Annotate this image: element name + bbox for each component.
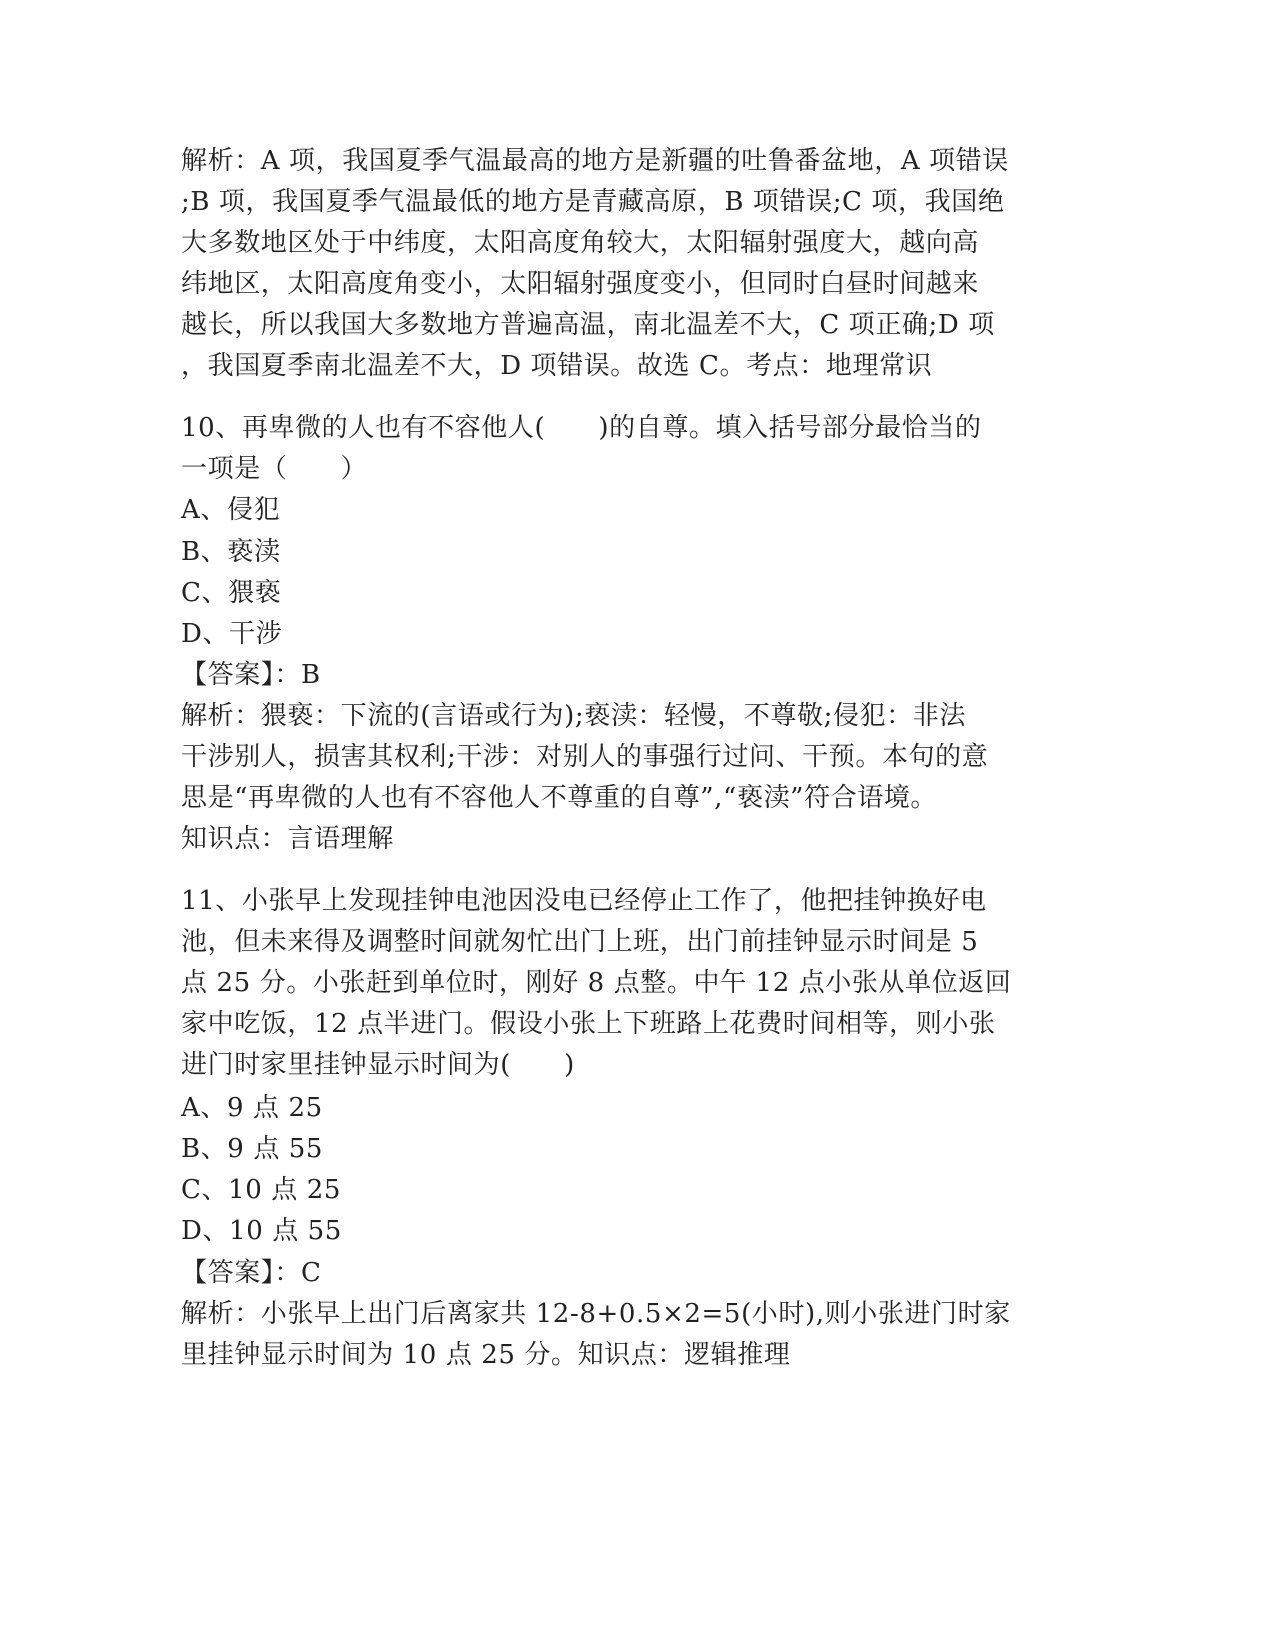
question-text: 一项是（ ） bbox=[181, 454, 368, 484]
option-c: C、猥亵 bbox=[181, 578, 282, 608]
analysis-text: 干涉别人，损害其权利;干涉：对别人的事强行过问、干预。本句的意 bbox=[181, 742, 989, 772]
option-b: B、亵渎 bbox=[181, 537, 281, 567]
option-a: A、9 点 25 bbox=[181, 1093, 323, 1123]
text-line: 越长，所以我国大多数地方普遍高温，南北温差不大，C 项正确;D 项 bbox=[181, 310, 995, 340]
question-text: 点 25 分。小张赶到单位时，刚好 8 点整。中午 12 点小张从单位返回 bbox=[181, 968, 1012, 998]
text-line: ，我国夏季南北温差不大，D 项错误。故选 C。考点：地理常识 bbox=[181, 351, 933, 381]
text-line: 解析：A 项，我国夏季气温最高的地方是新疆的吐鲁番盆地，A 项错误 bbox=[181, 146, 1009, 176]
answer-line: 【答案】：B bbox=[181, 660, 321, 690]
analysis-text: 里挂钟显示时间为 10 点 25 分。知识点：逻辑推理 bbox=[181, 1340, 791, 1370]
text-line: 大多数地区处于中纬度，太阳高度角较大，太阳辐射强度大，越向高 bbox=[181, 228, 980, 258]
text-line: ;B 项，我国夏季气温最低的地方是青藏高原，B 项错误;C 项，我国绝 bbox=[181, 187, 1005, 217]
option-c: C、10 点 25 bbox=[181, 1175, 341, 1205]
analysis-text: 解析：小张早上出门后离家共 12-8+0.5×2=5(小时),则小张进门时家 bbox=[181, 1299, 1011, 1329]
question-text: 池，但未来得及调整时间就匆忙出门上班，出门前挂钟显示时间是 5 bbox=[181, 927, 979, 957]
option-a: A、侵犯 bbox=[181, 495, 281, 525]
analysis-text: 思是“再卑微的人也有不容他人不尊重的自尊”,“亵渎”符合语境。 bbox=[181, 783, 938, 813]
analysis-text: 解析：猥亵：下流的(言语或行为);亵渎：轻慢，不尊敬;侵犯：非法 bbox=[181, 701, 967, 731]
text-line: 纬地区，太阳高度角变小，太阳辐射强度变小，但同时白昼时间越来 bbox=[181, 269, 980, 299]
answer-line: 【答案】：C bbox=[181, 1258, 322, 1288]
option-d: D、10 点 55 bbox=[181, 1216, 342, 1246]
option-b: B、9 点 55 bbox=[181, 1134, 324, 1164]
knowledge-point: 知识点：言语理解 bbox=[181, 824, 394, 854]
question-text: 进门时家里挂钟显示时间为( ) bbox=[181, 1050, 575, 1080]
question-text: 家中吃饭，12 点半进门。假设小张上下班路上花费时间相等，则小张 bbox=[181, 1009, 996, 1039]
question-text: 11、小张早上发现挂钟电池因没电已经停止工作了，他把挂钟换好电 bbox=[181, 886, 987, 916]
question-text: 10、再卑微的人也有不容他人( )的自尊。填入括号部分最恰当的 bbox=[181, 413, 982, 443]
option-d: D、干涉 bbox=[181, 619, 283, 649]
